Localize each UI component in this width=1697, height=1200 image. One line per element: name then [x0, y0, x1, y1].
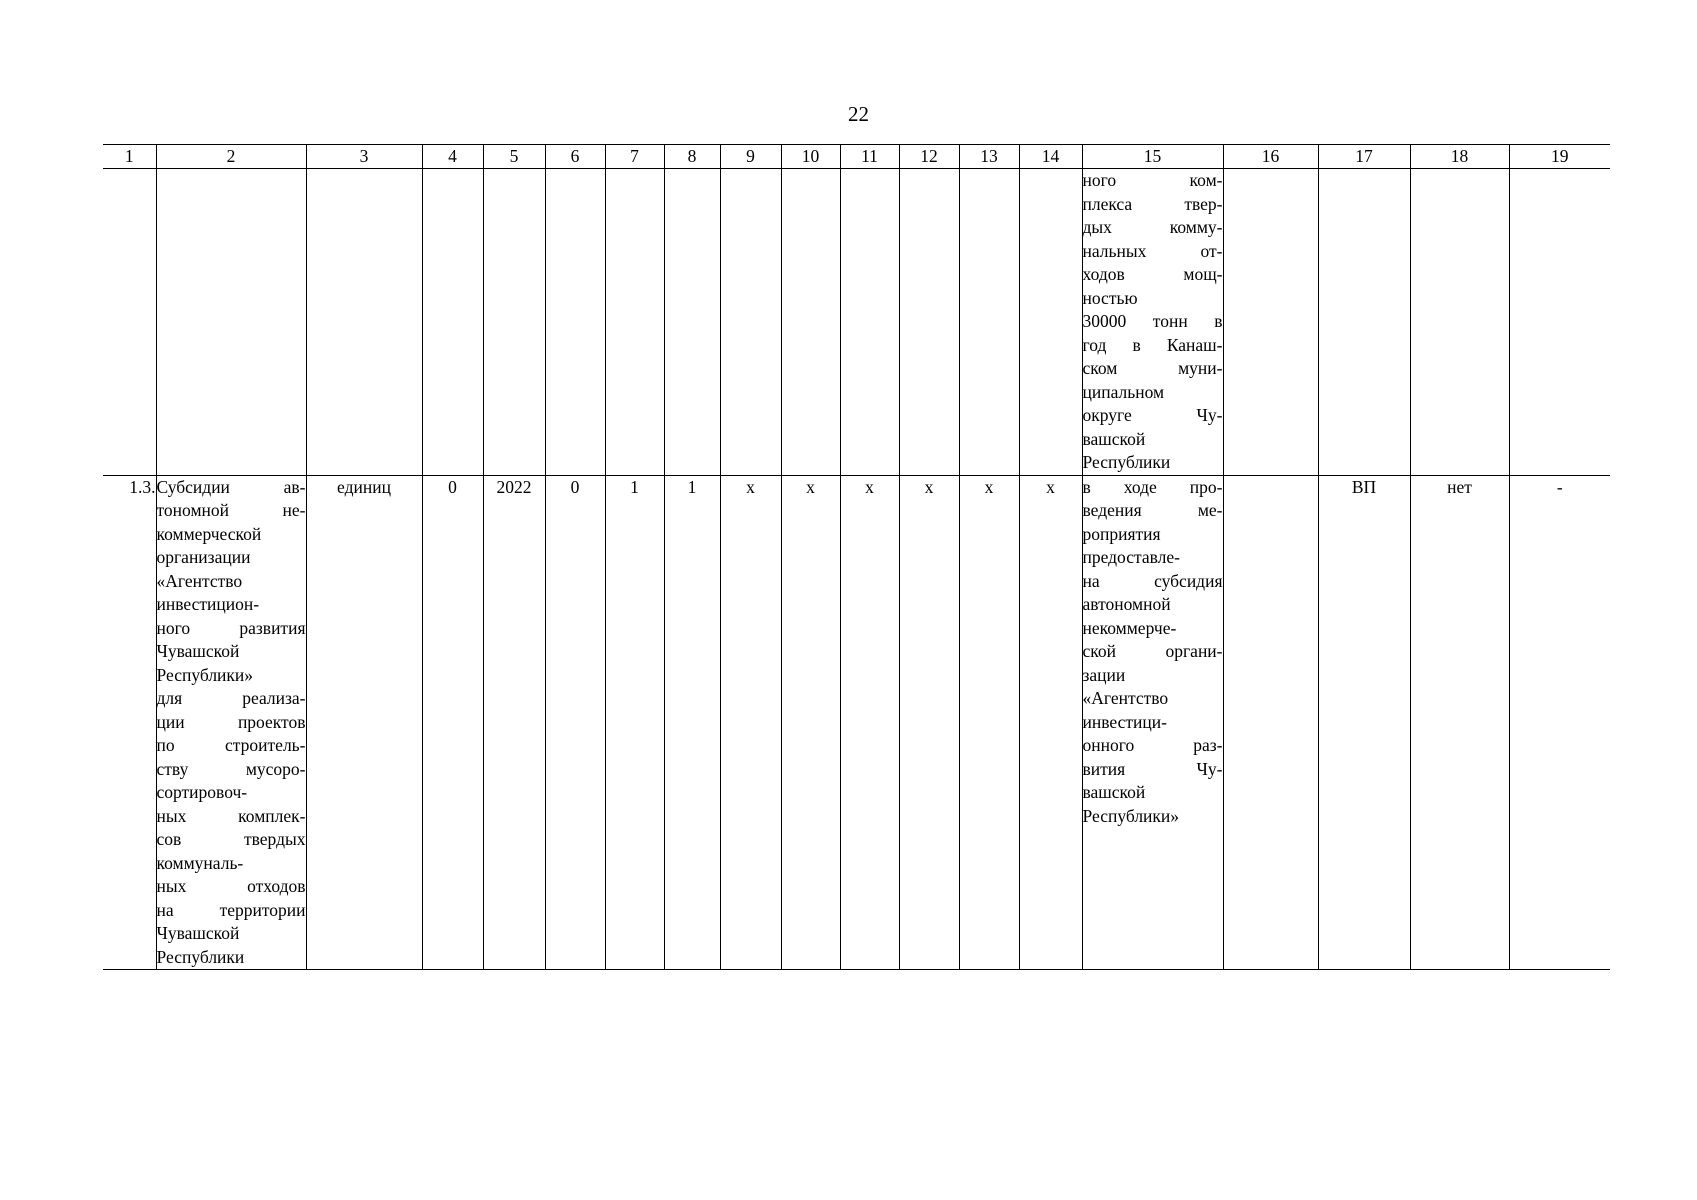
header-cell: 18: [1410, 145, 1509, 169]
header-cell: 3: [306, 145, 422, 169]
program-table: [103, 144, 1610, 970]
row-number-cell: 1.3.: [103, 475, 156, 970]
header-cell: 16: [1223, 145, 1318, 169]
table-cell: [545, 169, 605, 476]
text-line: сортировоч-: [156, 782, 248, 802]
value-cell: x: [840, 475, 899, 970]
text-line: организации: [156, 547, 251, 567]
header-cell: 15: [1082, 145, 1223, 169]
result-description-cell: [1082, 169, 1223, 476]
table-cell: [103, 169, 156, 476]
text-line: коммуналь-: [156, 852, 244, 873]
header-cell: 10: [781, 145, 840, 169]
text-line: по строитель-: [156, 735, 306, 755]
header-cell: 9: [720, 145, 781, 169]
text-line: ного развития: [156, 617, 306, 638]
table-cell: [1509, 169, 1610, 476]
text-line: год в Канаш-: [1082, 334, 1223, 355]
table-cell: [306, 169, 422, 476]
header-cell: 5: [483, 145, 545, 169]
text-line: ных отходов: [156, 876, 306, 896]
text-line: в ходе про-: [1082, 476, 1223, 497]
text-line: коммерческой: [156, 523, 262, 544]
text-line: на территории: [156, 899, 306, 920]
text-line: вашской: [1082, 782, 1146, 802]
table-cell: [664, 169, 720, 476]
text-line: ской органи-: [1082, 641, 1223, 661]
text-line: «Агентство: [1082, 688, 1169, 708]
header-cell: 19: [1509, 145, 1610, 169]
text-line: инвестицион-: [156, 594, 260, 614]
text-line: ству мусоро-: [156, 758, 306, 779]
table-cell: [1318, 169, 1410, 476]
text-line: ведения ме-: [1082, 500, 1223, 520]
table-cell: [840, 169, 899, 476]
table-cell: [605, 169, 664, 476]
unit-cell: единиц: [306, 475, 422, 970]
value-cell: 0: [422, 475, 483, 970]
text-line: роприятия: [1082, 523, 1161, 544]
table-cell: [781, 169, 840, 476]
text-line: округе Чу-: [1082, 405, 1223, 425]
year-cell: 2022: [483, 475, 545, 970]
flag-cell: нет: [1410, 475, 1509, 970]
header-cell: 4: [422, 145, 483, 169]
text-line: сов твердых: [156, 829, 306, 849]
text-line: «Агентство: [156, 570, 243, 591]
text-line: ного ком-: [1082, 170, 1223, 190]
text-line: Республики: [156, 946, 245, 967]
text-line: тономной не-: [156, 500, 306, 520]
text-line: Республики»: [156, 664, 254, 685]
text-line: ции проектов: [156, 711, 306, 732]
table-cell: [1223, 169, 1318, 476]
header-cell: 6: [545, 145, 605, 169]
text-line: ципальном: [1082, 381, 1165, 402]
text-line: ностью: [1082, 287, 1138, 308]
text-line: онного раз-: [1082, 735, 1223, 755]
page-number: 22: [848, 102, 869, 126]
text-line: ском муни-: [1082, 358, 1223, 378]
text-line: предоставле-: [1082, 547, 1180, 567]
text-line: некоммерче-: [1082, 617, 1177, 638]
text-line: нальных от-: [1082, 240, 1223, 261]
text-line: 30000 тонн в: [1082, 311, 1223, 331]
table-cell: [483, 169, 545, 476]
header-cell: 12: [899, 145, 959, 169]
value-cell: x: [959, 475, 1019, 970]
text-line: Республики: [1082, 452, 1171, 472]
text-line: инвестици-: [1082, 711, 1167, 732]
header-cell: 13: [959, 145, 1019, 169]
text-line: зации: [1082, 664, 1126, 685]
text-line: на субсидия: [1082, 570, 1223, 591]
text-line: для реализа-: [156, 688, 306, 708]
table-cell: [720, 169, 781, 476]
responsible-cell: ВП: [1318, 475, 1410, 970]
text-line: Республики»: [1082, 805, 1180, 826]
header-cell: 7: [605, 145, 664, 169]
table-row: [103, 169, 1610, 476]
table-cell: [422, 169, 483, 476]
header-row: [103, 145, 1610, 169]
table-cell: [1223, 475, 1318, 970]
result-description-cell: [1082, 475, 1223, 970]
value-cell: x: [720, 475, 781, 970]
note-cell: -: [1509, 475, 1610, 970]
table-cell: [1019, 169, 1082, 476]
value-cell: x: [899, 475, 959, 970]
text-line: дых комму-: [1082, 217, 1223, 237]
text-line: ходов мощ-: [1082, 264, 1223, 284]
table-cell: [156, 169, 306, 476]
value-cell: 0: [545, 475, 605, 970]
header-cell: 11: [840, 145, 899, 169]
header-cell: 8: [664, 145, 720, 169]
header-cell: 14: [1019, 145, 1082, 169]
header-cell: 1: [103, 145, 156, 169]
text-line: Чувашской: [156, 641, 240, 661]
header-cell: 2: [156, 145, 306, 169]
header-cell: 17: [1318, 145, 1410, 169]
table-row: [103, 475, 1610, 970]
text-line: вашской: [1082, 428, 1146, 449]
text-line: Чувашской: [156, 923, 240, 943]
measure-name-cell: [156, 475, 306, 970]
text-line: плекса твер-: [1082, 193, 1223, 214]
text-line: автономной: [1082, 594, 1171, 614]
value-cell: x: [1019, 475, 1082, 970]
table-cell: [959, 169, 1019, 476]
value-cell: 1: [605, 475, 664, 970]
text-line: Субсидии ав-: [156, 476, 306, 497]
table-cell: [899, 169, 959, 476]
text-line: ных комплек-: [156, 805, 306, 826]
value-cell: x: [781, 475, 840, 970]
table-cell: [1410, 169, 1509, 476]
value-cell: 1: [664, 475, 720, 970]
text-line: вития Чу-: [1082, 758, 1223, 779]
